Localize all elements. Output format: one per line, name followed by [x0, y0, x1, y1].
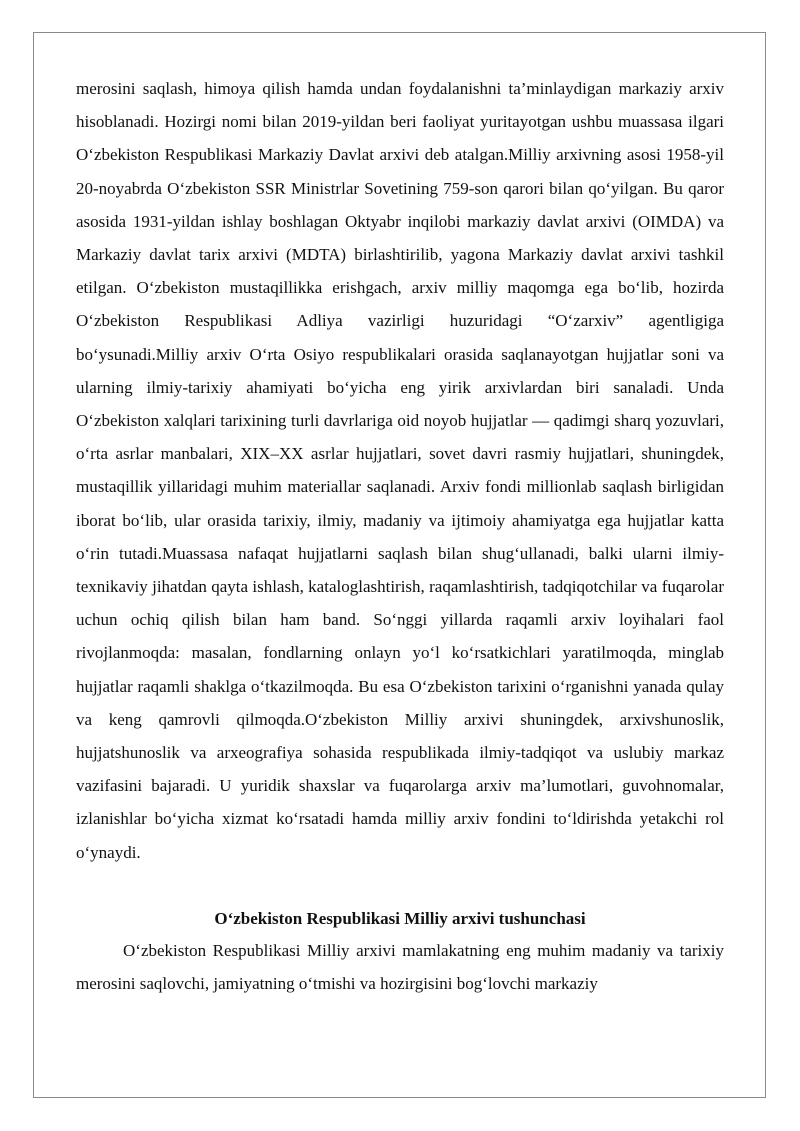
- document-body: [76, 72, 724, 1000]
- section-heading: O‘zbekiston Respublikasi Milliy arxivi tushunchasi: [214, 908, 586, 928]
- body-paragraph: merosini saqlash, himoya qilish hamda undan foydalanishni ta’minlaydigan markaziy arxiv hisoblanadi. Hozirgi nomi bilan 2019-yildan beri faoliyat yuritayotgan ushbu muassasa ilgari O‘zbekiston Respublikasi Markaziy Davlat arxivi deb atalgan.Milliy arxivning asosi 1958-yil 20-noyabrda O‘zbekiston SSR Ministrlar Sovetining 759-son qarori bilan qo‘yilgan. Bu qaror asosida 1931-yildan ishlay boshlagan Oktyabr inqilobi markaziy davlat arxivi (OIMDA) va Markaziy davlat tarix arxivi (MDTA) birlashtirilib, yagona Markaziy davlat arxivi tashkil etilgan. O‘zbekiston mustaqillikka erishgach, arxiv milliy maqomga ega bo‘lib, hozirda O‘zbekiston Respublikasi Adliya vazirligi huzuridagi “O‘zarxiv” agentligiga bo‘ysunadi.Milliy arxiv O‘rta Osiyo respublikalari orasida saqlanayotgan hujjatlar soni va ularning ilmiy-tarixiy ahamiyati bo‘yicha eng yirik arxivlardan biri sanaladi. Unda O‘zbekiston xalqlari tarixining turli davrlariga oid noyob hujjatlar — qadimgi sharq yozuvlari, o‘rta asrlar manbalari, XIX–XX asrlar hujjatlari, sovet davri rasmiy hujjatlari, shuningdek, mustaqillik yillaridagi muhim materiallar saqlanadi. Arxiv fondi millionlab saqlash birligidan iborat bo‘lib, ular orasida tarixiy, ilmiy, madaniy va ijtimoiy ahamiyatga ega hujjatlar katta o‘rin tutadi.Muassasa nafaqat hujjatlarni saqlash bilan shug‘ullanadi, balki ularni ilmiy-texnikaviy jihatdan qayta ishlash, kataloglashtirish, raqamlashtirish, tadqiqotchilar va fuqarolar uchun ochiq qilish bilan ham band. So‘nggi yillarda raqamli arxiv loyihalari faol rivojlanmoqda: masalan, fondlarning onlayn yo‘l ko‘rsatkichlari yaratilmoqda, minglab hujjatlar raqamli shaklga o‘tkazilmoqda. Bu esa O‘zbekiston tarixini o‘rganishni yanada qulay va keng qamrovli qilmoqda.O‘zbekiston Milliy arxivi shuningdek, arxivshunoslik, hujjatshunoslik va arxeografiya sohasida respublikada ilmiy-tadqiqot va uslubiy markaz vazifasini bajaradi. U yuridik shaxslar va fuqarolarga arxiv ma’lumotlari, guvohnomalar, izlanishlar bo‘yicha xizmat ko‘rsatadi hamda milliy arxiv fondini to‘ldirishda yetakchi rol o‘ynaydi.: [76, 79, 724, 862]
- body-paragraph: O‘zbekiston Respublikasi Milliy arxivi mamlakatning eng muhim madaniy va tarixiy merosini saqlovchi, jamiyatning o‘tmishi va hozirgisini bog‘lovchi markaziy: [76, 940, 724, 994]
